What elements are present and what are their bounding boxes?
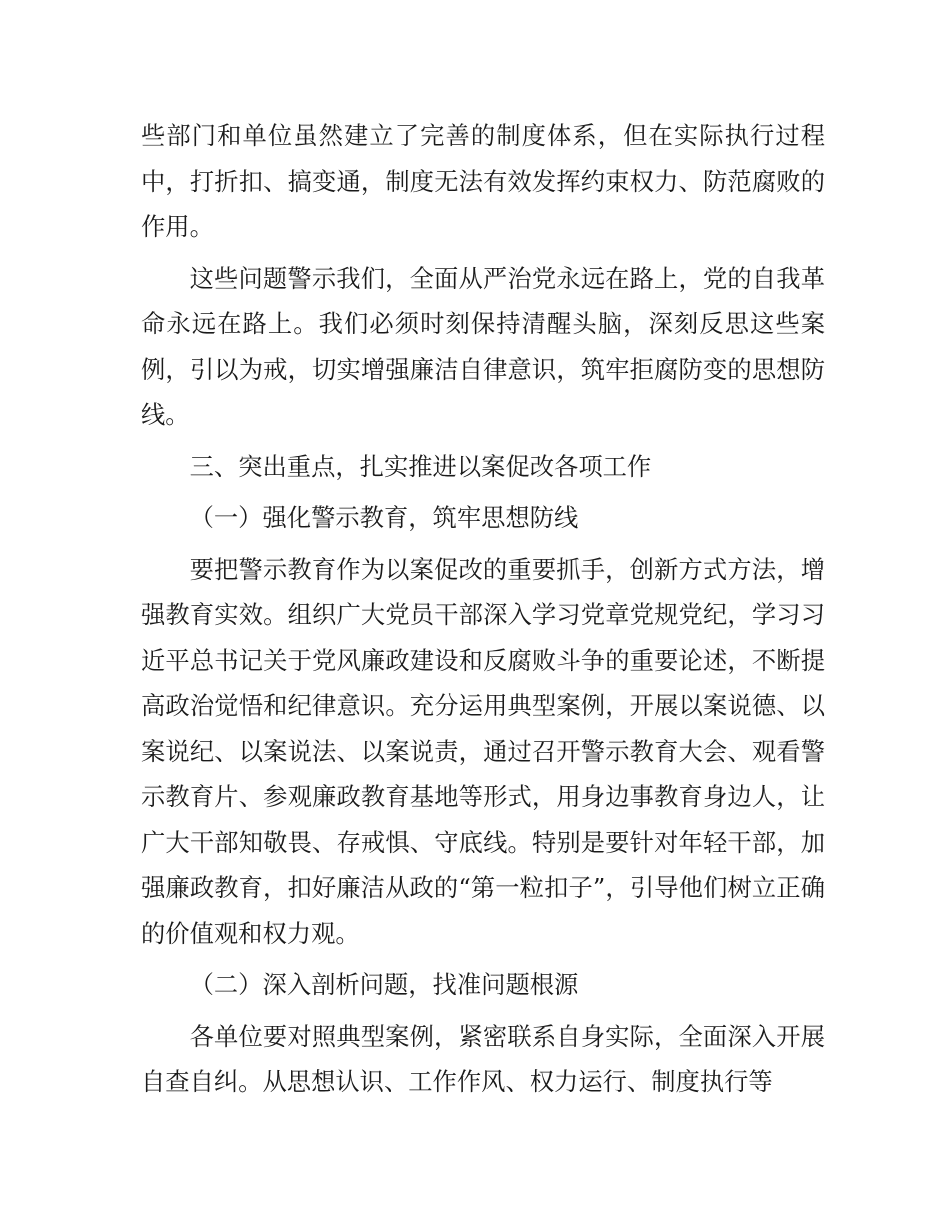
paragraph-warning: 这些问题警示我们，全面从严治党永远在路上，党的自我革命永远在路上。我们必须时刻保持清醒头脑，深刻反思这些案例，引以为戒，切实增强廉洁自律意识，筑牢拒腐防变的思想防线。 [141, 263, 825, 429]
subheading-2: （二）深入剖析问题，找准问题根源 [189, 970, 579, 999]
paragraph-self-check: 各单位要对照典型案例，紧密联系自身实际，全面深入开展自查自纠。从思想认识、工作作风、权力运行、制度执行等 [141, 1021, 825, 1096]
section-heading-3: 三、突出重点，扎实推进以案促改各项工作 [189, 451, 652, 481]
paragraph-education: 要把警示教育作为以案促改的重要抓手，创新方式方法，增强教育实效。组织广大党员干部深入学习党章党规党纪，学习习近平总书记关于党风廉政建设和反腐败斗争的重要论述，不断提高政治觉悟和纪律意识。充分运用典型案例，开展以案说德、以案说纪、以案说法、以案说责，通过召开警示教育大会、观看警示教育片、参观廉政教育基地等形式，用身边事教育身边人，让广大干部知敬畏、存戒惧、守底线。特别是要针对年轻干部，加强廉政教育，扣好廉洁从政的“第一粒扣子”，引导他们树立正确的价值观和权力观。 [141, 554, 825, 948]
paragraph-continuation: 些部门和单位虽然建立了完善的制度体系，但在实际执行过程中，打折扣、搞变通，制度无法有效发挥约束权力、防范腐败的作用。 [141, 121, 825, 241]
subheading-1: （一）强化警示教育，筑牢思想防线 [189, 503, 579, 532]
document-body [141, 113, 825, 1105]
